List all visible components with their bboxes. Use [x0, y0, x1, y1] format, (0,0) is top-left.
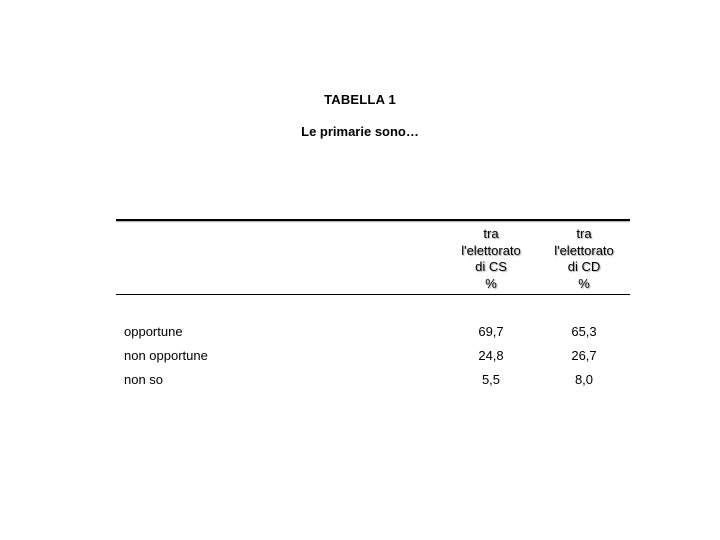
- column-header-line: tra: [576, 226, 592, 241]
- column-header-line: %: [485, 275, 497, 291]
- cell-cd: 65,3: [571, 324, 597, 339]
- row-label: non so: [124, 372, 164, 387]
- column-header-line: %: [578, 275, 590, 291]
- table-row: [0, 324, 720, 344]
- column-header-line: l'elettorato: [461, 242, 521, 258]
- row-label: non opportune: [124, 348, 208, 363]
- cell-cs: 5,5: [481, 372, 501, 387]
- table-top-rule: [116, 219, 630, 221]
- cell-cd: 8,0: [574, 372, 594, 387]
- column-header-line: tra: [483, 226, 499, 241]
- cell-cs: 69,7: [478, 324, 504, 339]
- cell-cs: 24,8: [478, 348, 504, 363]
- table-subtitle: Le primarie sono…: [301, 124, 419, 139]
- column-header-line: di CS: [475, 259, 507, 274]
- table-header-rule: [116, 294, 630, 295]
- table-row: [0, 372, 720, 392]
- column-header-line: l'elettorato: [554, 242, 614, 258]
- column-header-cs: [446, 226, 536, 292]
- table-title: TABELLA 1: [324, 92, 396, 107]
- cell-cd: 26,7: [571, 348, 597, 363]
- column-header-cd: [539, 226, 629, 292]
- column-header-line: di CD: [567, 259, 601, 274]
- table-row: [0, 348, 720, 368]
- row-label: opportune: [124, 324, 183, 339]
